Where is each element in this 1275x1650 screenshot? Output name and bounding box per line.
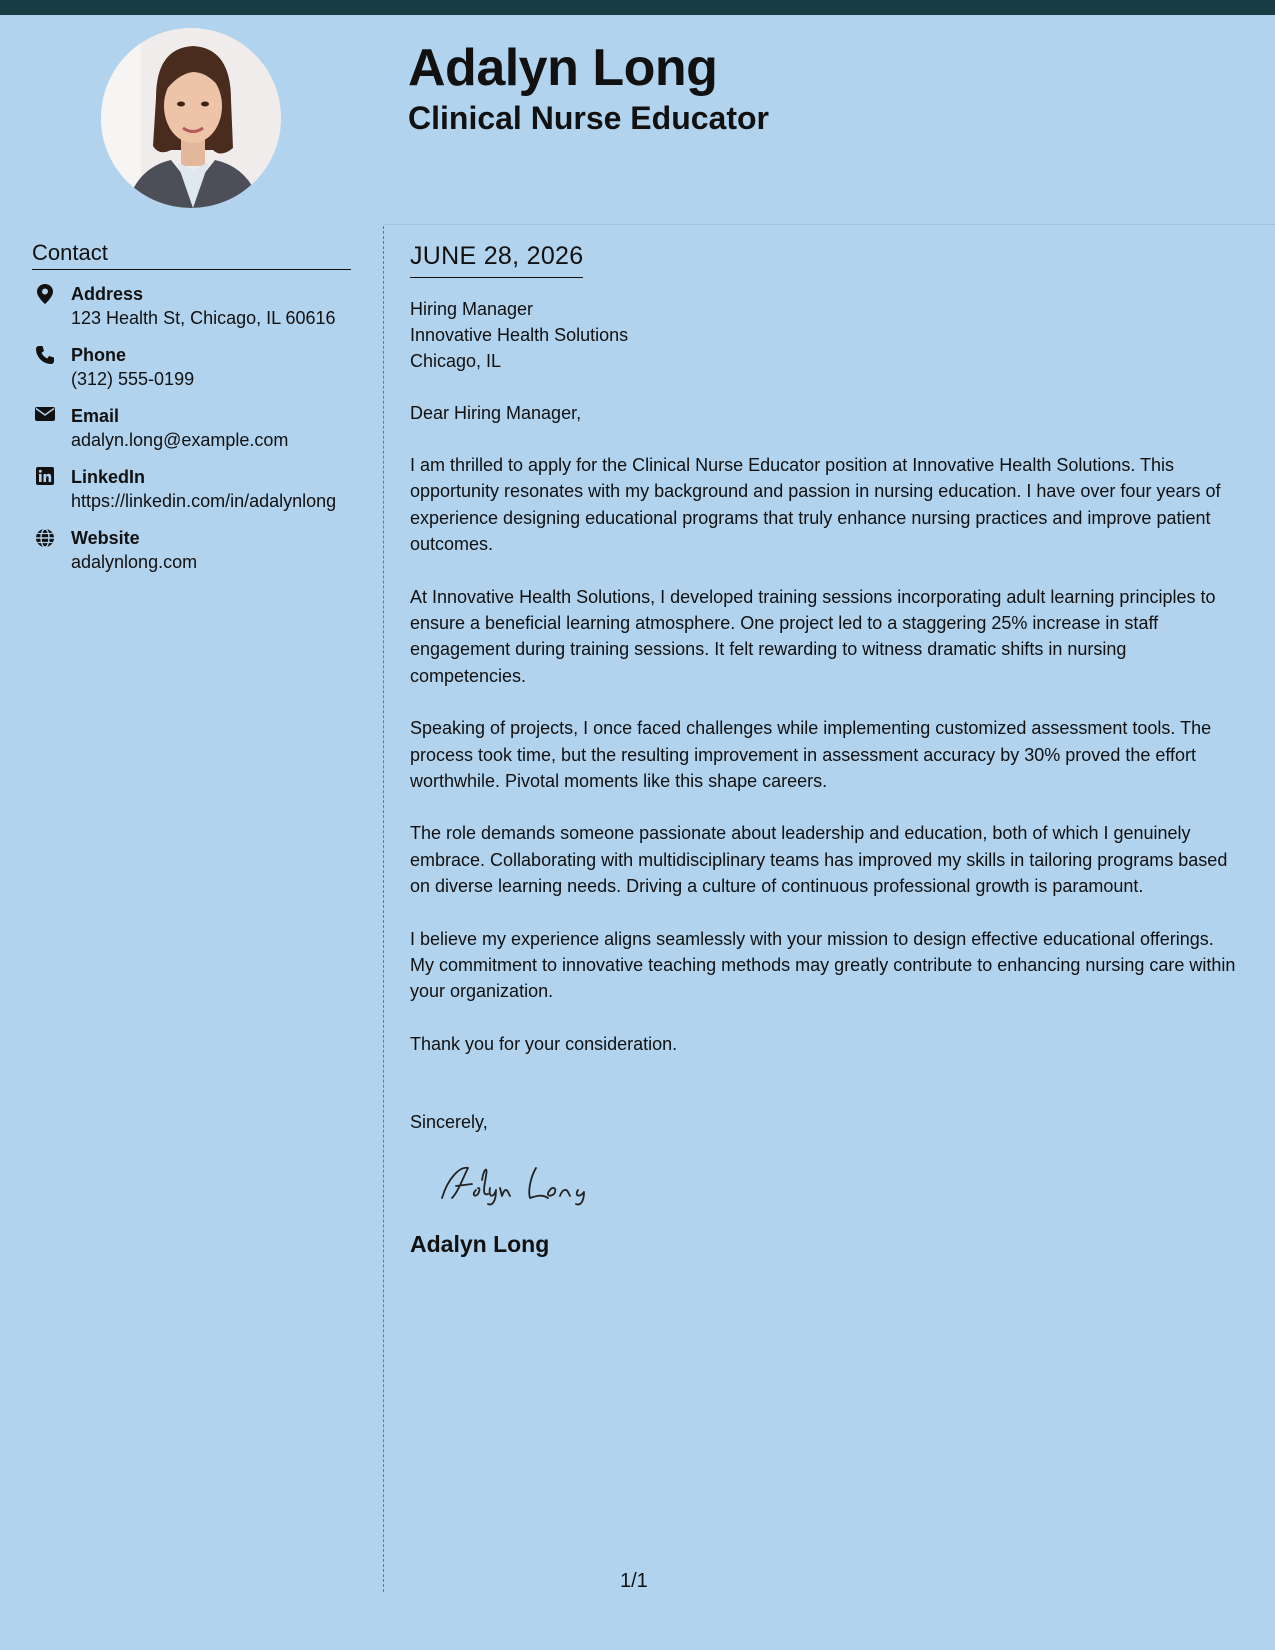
contact-item-address xyxy=(32,282,351,330)
phone-value: (312) 555-0199 xyxy=(71,369,195,389)
column-divider xyxy=(383,226,384,1592)
contact-item-linkedin xyxy=(32,465,351,513)
map-pin-icon xyxy=(33,282,57,308)
header-divider xyxy=(384,224,1275,225)
recipient-line: Chicago, IL xyxy=(410,350,502,371)
letter-body xyxy=(410,240,1240,1257)
page-number: 1/1 xyxy=(620,1570,648,1592)
contact-item-email xyxy=(32,404,351,452)
contact-heading: Contact xyxy=(32,240,351,270)
contact-item-website xyxy=(32,526,351,574)
recipient-line: Innovative Health Solutions xyxy=(410,324,629,345)
address-value: 123 Health St, Chicago, IL 60616 xyxy=(71,308,336,328)
contact-label: Email xyxy=(71,406,120,426)
linkedin-icon xyxy=(33,465,57,491)
top-bar xyxy=(0,0,1275,15)
email-value[interactable]: adalyn.long@example.com xyxy=(71,430,289,450)
letter-date: JUNE 28, 2026 xyxy=(410,240,583,278)
contact-label: Address xyxy=(71,284,144,304)
handwritten-signature xyxy=(438,1158,1240,1215)
linkedin-value[interactable]: https://linkedin.com/in/adalynlong xyxy=(71,491,337,511)
letter-paragraph: I believe my experience aligns seamlessly with your mission to design effective educational offerings. My commitment to innovative teaching methods may greatly contribute to enhancing nursing care within your organization. xyxy=(410,928,1236,1002)
closing: Sincerely, xyxy=(410,1112,488,1133)
letter-paragraph: Thank you for your consideration. xyxy=(410,1033,678,1054)
contact-item-phone xyxy=(32,343,351,391)
recipient-block xyxy=(410,296,1240,374)
contact-label: Website xyxy=(71,528,140,548)
globe-icon xyxy=(33,526,57,552)
job-title: Clinical Nurse Educator xyxy=(408,100,769,136)
contact-label: LinkedIn xyxy=(71,467,146,487)
website-value[interactable]: adalynlong.com xyxy=(71,552,198,572)
contact-list xyxy=(32,282,351,574)
contact-label: Phone xyxy=(71,345,127,365)
letter-paragraph: Speaking of projects, I once faced challenges while implementing customized assessment tools. The process took time, but the resulting improvement in assessment accuracy by 30% proved the effort worthwhile. Pivotal moments like this shape careers. xyxy=(410,718,1212,791)
recipient-line: Hiring Manager xyxy=(410,298,534,319)
avatar xyxy=(101,28,281,208)
signed-name: Adalyn Long xyxy=(410,1231,550,1258)
letter-paragraph: The role demands someone passionate about leadership and education, both of which I genuinely embrace. Collaborating with multidisciplinary teams has improved my skills in tailoring programs based on diverse learning needs. Driving a culture of continuous professional growth is paramount. xyxy=(410,823,1228,897)
letter-paragraph: I am thrilled to apply for the Clinical Nurse Educator position at Innovative Health Solutions. This opportunity resonates with my background and passion in nursing education. I have over four years of experience designing educational programs that truly enhance nursing practices and improve patient outcomes. xyxy=(410,454,1221,555)
envelope-icon xyxy=(33,404,57,430)
letter-paragraph: At Innovative Health Solutions, I developed training sessions incorporating adult learning principles to ensure a beneficial learning atmosphere. One project led to a staggering 25% increase in staff engagement during training sessions. It felt rewarding to witness dramatic shifts in nursing competencies. xyxy=(410,586,1216,686)
applicant-name: Adalyn Long xyxy=(408,39,718,97)
phone-icon xyxy=(33,343,57,369)
contact-sidebar xyxy=(32,240,351,587)
salutation: Dear Hiring Manager, xyxy=(410,402,582,423)
